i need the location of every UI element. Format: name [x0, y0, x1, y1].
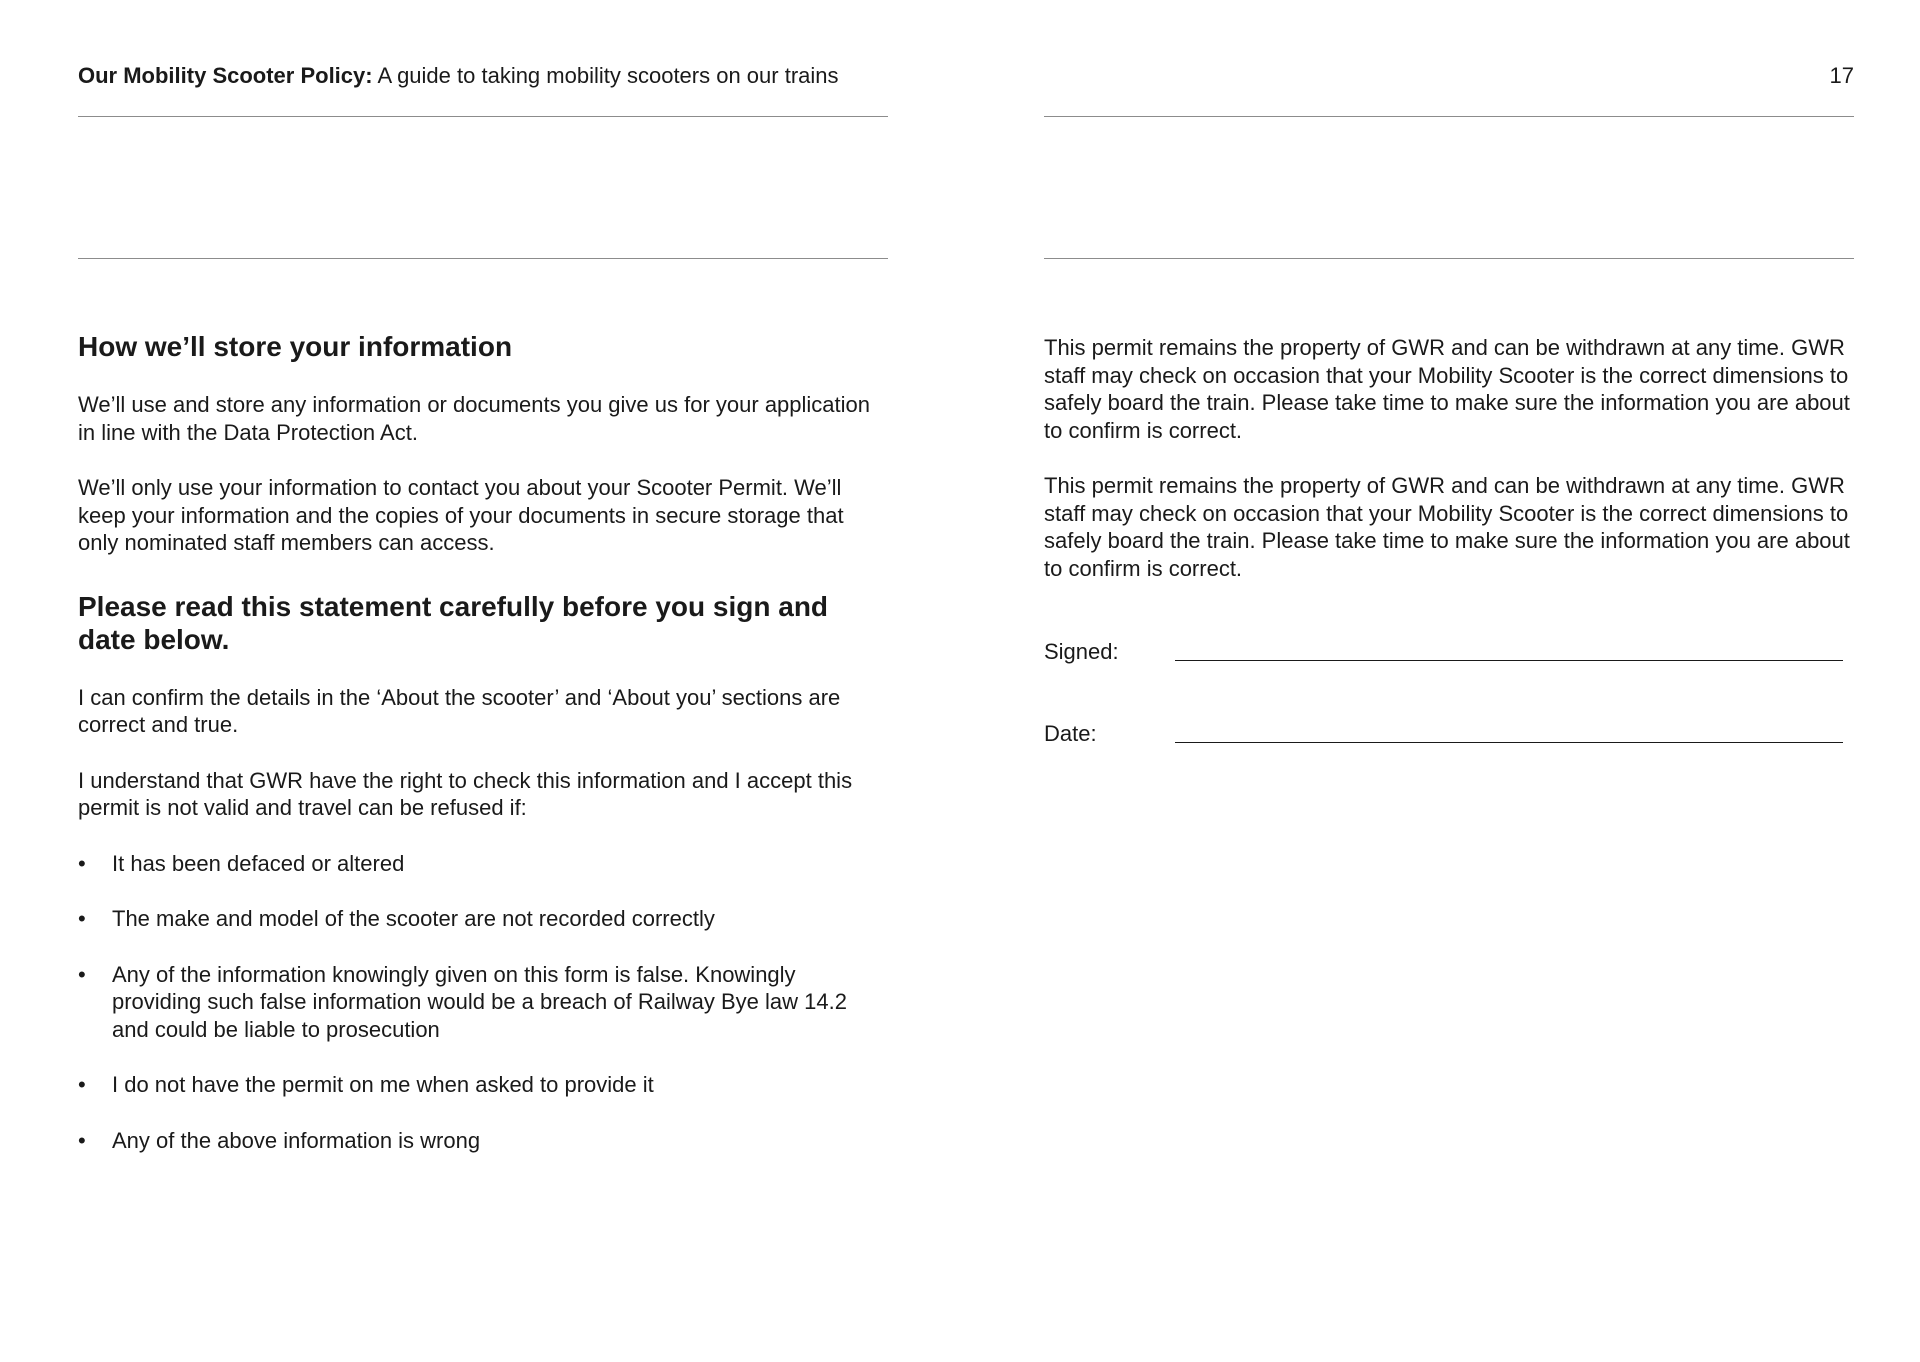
list-item	[78, 961, 882, 1044]
statement-paragraph-2: I understand that GWR have the right to check this information and I accept this permit is not valid and travel can be refused if:	[78, 767, 853, 820]
bullet-icon: •	[78, 961, 86, 987]
date-line[interactable]	[1175, 742, 1843, 743]
list-item-text: Any of the above information is wrong	[112, 1127, 481, 1153]
list-item	[78, 1127, 882, 1155]
storage-paragraph-2: We’ll only use your information to contact you about your Scooter Permit. We’ll keep your information and the copies of your documents in secure storage that only nominated staff members can access.	[78, 475, 844, 555]
header-divider-top	[78, 116, 888, 117]
conditions-list	[78, 850, 888, 1155]
header-divider-bottom	[78, 258, 888, 259]
list-item-text: It has been defaced or altered	[112, 850, 405, 876]
right-content	[1044, 334, 1854, 748]
bullet-icon: •	[78, 1072, 86, 1097]
list-item-text: Any of the information knowingly given on this form is false. Knowingly providing such false information would be a breach of Railway Bye law 14.2 and could be liable to prosecution	[112, 961, 847, 1042]
list-item-text: I do not have the permit on me when asked to provide it	[112, 1072, 654, 1097]
storage-heading: How we’ll store your information	[78, 331, 513, 362]
permit-paragraph-1: This permit remains the property of GWR and can be withdrawn at any time. GWR staff may check on occasion that your Mobility Scooter is the correct dimensions to safely board the train. Please take time to make sure the information you are about to confirm is correct.	[1044, 335, 1850, 443]
running-header-subtitle: A guide to taking mobility scooters on our trains	[372, 63, 839, 88]
page-number: 17	[1829, 63, 1854, 88]
date-label: Date:	[1044, 721, 1097, 746]
bullet-icon: •	[78, 906, 86, 931]
header-divider-bottom	[1044, 258, 1854, 259]
list-item	[78, 1071, 882, 1099]
bullet-icon: •	[78, 1127, 86, 1153]
list-item-text: The make and model of the scooter are not recorded correctly	[112, 906, 715, 931]
header-divider-top	[1044, 116, 1854, 117]
bullet-icon: •	[78, 850, 86, 876]
list-item	[78, 905, 882, 933]
left-content	[78, 330, 888, 1154]
statement-paragraph-1: I can confirm the details in the ‘About the scooter’ and ‘About you’ sections are correct and true.	[78, 684, 841, 737]
running-header	[78, 62, 839, 90]
signature-line[interactable]	[1175, 660, 1843, 661]
signature-field[interactable]	[1044, 638, 1854, 666]
signed-label: Signed:	[1044, 639, 1119, 664]
list-item	[78, 850, 882, 878]
statement-heading: Please read this statement carefully before you sign and date below.	[78, 590, 829, 655]
running-header-title: Our Mobility Scooter Policy:	[78, 63, 373, 88]
date-field[interactable]	[1044, 720, 1854, 748]
storage-paragraph-1: We’ll use and store any information or documents you give us for your application in line with the Data Protection Act.	[78, 392, 871, 445]
permit-paragraph-2: This permit remains the property of GWR and can be withdrawn at any time. GWR staff may check on occasion that your Mobility Scooter is the correct dimensions to safely board the train. Please take time to make sure the information you are about to confirm is correct.	[1044, 473, 1850, 581]
